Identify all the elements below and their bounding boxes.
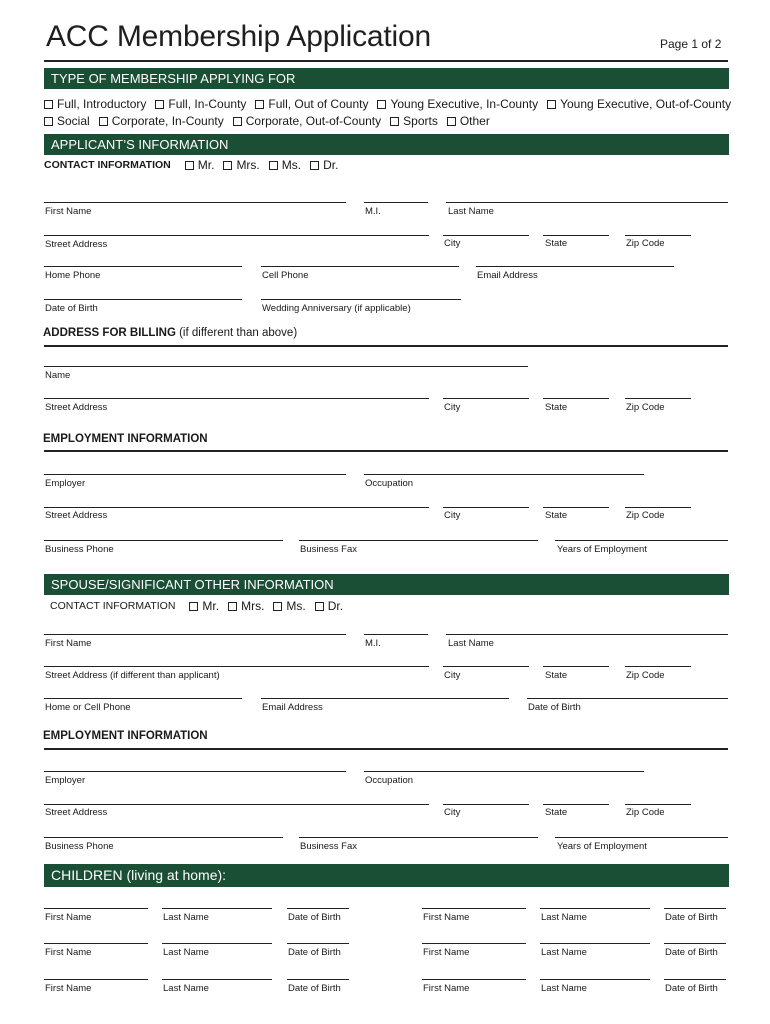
membership-option-corporate-out-of-county[interactable]: Corporate, Out-of-County (233, 114, 381, 128)
spouse-city-field[interactable] (443, 666, 529, 667)
billing-name-label: Name (45, 370, 71, 381)
child-2-first-name-field[interactable] (422, 908, 526, 909)
spouse-title-mr[interactable]: Mr. (189, 599, 219, 613)
spouse-business-phone-field[interactable] (44, 837, 283, 838)
years-employment-label: Years of Employment (557, 544, 647, 555)
spouse-business-fax-label: Business Fax (300, 841, 358, 852)
spouse-mi-label: M.I. (365, 638, 381, 649)
spouse-occupation-field[interactable] (364, 771, 644, 772)
spouse-phone-field[interactable] (44, 698, 242, 699)
child-4-last-name-field[interactable] (540, 943, 650, 944)
spouse-business-phone-label: Business Phone (45, 841, 114, 852)
billing-city-label: City (444, 402, 461, 413)
applicant-street-field[interactable] (44, 235, 429, 236)
membership-option-full-in-county[interactable]: Full, In-County (155, 97, 246, 111)
child-6-first-name-field[interactable] (422, 979, 526, 980)
spouse-phone-label: Home or Cell Phone (45, 702, 131, 713)
spouse-email-field[interactable] (261, 698, 509, 699)
checkbox-icon[interactable] (99, 117, 108, 126)
applicant-contact-row (44, 158, 347, 172)
child-2-last-name-label: Last Name (541, 912, 587, 923)
membership-options-row-1 (44, 97, 731, 111)
child-1-first-name-label: First Name (45, 912, 92, 923)
billing-state-field[interactable] (543, 398, 609, 399)
child-1-last-name-label: Last Name (163, 912, 209, 923)
spouse-title-ms[interactable]: Ms. (273, 599, 305, 613)
page-title: ACC Membership Application (46, 20, 431, 53)
applicant-home-phone-field[interactable] (44, 266, 242, 267)
spouse-employer-label: Employer (45, 775, 86, 786)
spouse-dob-field[interactable] (527, 698, 728, 699)
spouse-state-field[interactable] (543, 666, 609, 667)
employment-city-label: City (444, 510, 461, 521)
applicant-first-name-field[interactable] (44, 202, 346, 203)
checkbox-icon[interactable] (390, 117, 399, 126)
applicant-street-label: Street Address (45, 239, 108, 250)
child-2-first-name-label: First Name (423, 912, 470, 923)
child-5-first-name-label: First Name (45, 983, 92, 994)
membership-option-young-exec-in-county[interactable]: Young Executive, In-County (377, 97, 538, 111)
employment-divider (44, 450, 728, 452)
membership-option-young-exec-out-of-county[interactable]: Young Executive, Out-of-County (547, 97, 731, 111)
spouse-employment-state-field[interactable] (543, 804, 609, 805)
billing-zip-field[interactable] (625, 398, 691, 399)
spouse-first-name-field[interactable] (44, 634, 346, 635)
child-3-first-name-field[interactable] (44, 943, 148, 944)
membership-option-other[interactable]: Other (447, 114, 490, 128)
checkbox-icon[interactable] (189, 602, 198, 611)
membership-option-full-introductory[interactable]: Full, Introductory (44, 97, 146, 111)
child-2-dob-label: Date of Birth (665, 912, 718, 923)
employer-field[interactable] (44, 474, 346, 475)
child-3-last-name-label: Last Name (163, 947, 209, 958)
applicant-anniversary-label: Wedding Anniversary (if applicable) (262, 303, 411, 314)
child-1-dob-field[interactable] (287, 908, 349, 909)
spouse-employer-field[interactable] (44, 771, 346, 772)
applicant-dob-label: Date of Birth (45, 303, 98, 314)
spouse-employment-city-label: City (444, 807, 461, 818)
occupation-label: Occupation (365, 478, 414, 489)
spouse-years-employment-label: Years of Employment (557, 841, 647, 852)
child-5-dob-label: Date of Birth (288, 983, 341, 994)
billing-heading: ADDRESS FOR BILLING (if different than above) (43, 327, 298, 339)
spouse-title-dr[interactable]: Dr. (315, 599, 343, 613)
spouse-occupation-label: Occupation (365, 775, 414, 786)
billing-street-field[interactable] (44, 398, 429, 399)
membership-option-full-out-of-county[interactable]: Full, Out of County (255, 97, 368, 111)
child-3-first-name-label: First Name (45, 947, 92, 958)
billing-divider (44, 345, 728, 347)
membership-type-heading: TYPE OF MEMBERSHIP APPLYING FOR (44, 68, 729, 89)
child-4-dob-field[interactable] (664, 943, 726, 944)
employment-city-field[interactable] (443, 507, 529, 508)
business-fax-label: Business Fax (300, 544, 358, 555)
spouse-title-mrs[interactable]: Mrs. (228, 599, 264, 613)
checkbox-icon[interactable] (44, 100, 53, 109)
applicant-city-field[interactable] (443, 235, 529, 236)
child-6-first-name-label: First Name (423, 983, 470, 994)
child-5-dob-field[interactable] (287, 979, 349, 980)
checkbox-icon[interactable] (44, 117, 53, 126)
spouse-last-name-label: Last Name (448, 638, 494, 649)
billing-city-field[interactable] (443, 398, 529, 399)
checkbox-icon[interactable] (255, 100, 264, 109)
checkbox-icon[interactable] (269, 161, 278, 170)
spouse-first-name-label: First Name (45, 638, 92, 649)
applicant-title-mrs[interactable]: Mrs. (223, 158, 259, 172)
child-6-dob-field[interactable] (664, 979, 726, 980)
child-5-last-name-field[interactable] (162, 979, 272, 980)
applicant-anniversary-field[interactable] (261, 299, 461, 300)
occupation-field[interactable] (364, 474, 644, 475)
billing-name-field[interactable] (44, 366, 528, 367)
spouse-employment-street-field[interactable] (44, 804, 429, 805)
child-3-dob-label: Date of Birth (288, 947, 341, 958)
billing-zip-label: Zip Code (626, 402, 665, 413)
applicant-title-mr[interactable]: Mr. (185, 158, 215, 172)
applicant-first-name-label: First Name (45, 206, 92, 217)
applicant-title-dr[interactable]: Dr. (310, 158, 338, 172)
child-4-last-name-label: Last Name (541, 947, 587, 958)
employment-heading: EMPLOYMENT INFORMATION (43, 433, 208, 445)
child-1-first-name-field[interactable] (44, 908, 148, 909)
spouse-years-employment-field[interactable] (555, 837, 728, 838)
child-4-dob-label: Date of Birth (665, 947, 718, 958)
spouse-employment-zip-field[interactable] (625, 804, 691, 805)
spouse-street-label: Street Address (if different than applicant) (45, 670, 220, 681)
child-4-first-name-label: First Name (423, 947, 470, 958)
membership-option-corporate-in-county[interactable]: Corporate, In-County (99, 114, 224, 128)
spouse-employment-zip-label: Zip Code (626, 807, 665, 818)
spouse-heading: SPOUSE/SIGNIFICANT OTHER INFORMATION (44, 574, 729, 595)
billing-state-label: State (545, 402, 568, 413)
years-employment-field[interactable] (555, 540, 728, 541)
child-1-dob-label: Date of Birth (288, 912, 341, 923)
checkbox-icon[interactable] (315, 602, 324, 611)
spouse-dob-label: Date of Birth (528, 702, 581, 713)
applicant-city-label: City (444, 238, 461, 249)
employment-street-field[interactable] (44, 507, 429, 508)
membership-options-row-2 (44, 114, 499, 128)
applicant-dob-field[interactable] (44, 299, 242, 300)
applicant-contact-label: CONTACT INFORMATION (44, 159, 171, 171)
membership-option-social[interactable]: Social (44, 114, 90, 128)
spouse-state-label: State (545, 670, 568, 681)
spouse-zip-label: Zip Code (626, 670, 665, 681)
spouse-employment-heading: EMPLOYMENT INFORMATION (43, 730, 208, 742)
spouse-employment-divider (44, 748, 728, 750)
page-number: Page 1 of 2 (660, 37, 722, 51)
employment-street-label: Street Address (45, 510, 108, 521)
checkbox-icon[interactable] (310, 161, 319, 170)
billing-street-label: Street Address (45, 402, 108, 413)
applicant-heading: APPLICANT’S INFORMATION (44, 134, 729, 155)
applicant-state-label: State (545, 238, 568, 249)
spouse-last-name-field[interactable] (446, 634, 728, 635)
children-heading: CHILDREN (living at home): (44, 864, 729, 887)
checkbox-icon[interactable] (223, 161, 232, 170)
employment-state-field[interactable] (543, 507, 609, 508)
applicant-mi-field[interactable] (364, 202, 428, 203)
header-divider (44, 60, 728, 62)
child-6-dob-label: Date of Birth (665, 983, 718, 994)
checkbox-icon[interactable] (228, 602, 237, 611)
employment-zip-field[interactable] (625, 507, 691, 508)
spouse-mi-field[interactable] (364, 634, 428, 635)
checkbox-icon[interactable] (185, 161, 194, 170)
child-6-last-name-field[interactable] (540, 979, 650, 980)
child-4-first-name-field[interactable] (422, 943, 526, 944)
child-6-last-name-label: Last Name (541, 983, 587, 994)
checkbox-icon[interactable] (377, 100, 386, 109)
spouse-email-label: Email Address (262, 702, 323, 713)
applicant-email-field[interactable] (476, 266, 674, 267)
spouse-employment-state-label: State (545, 807, 568, 818)
spouse-street-field[interactable] (44, 666, 429, 667)
applicant-last-name-field[interactable] (446, 202, 728, 203)
child-2-dob-field[interactable] (664, 908, 726, 909)
spouse-employment-street-label: Street Address (45, 807, 108, 818)
child-5-first-name-field[interactable] (44, 979, 148, 980)
checkbox-icon[interactable] (233, 117, 242, 126)
child-1-last-name-field[interactable] (162, 908, 272, 909)
checkbox-icon[interactable] (273, 602, 282, 611)
applicant-mi-label: M.I. (365, 206, 381, 217)
checkbox-icon[interactable] (447, 117, 456, 126)
employer-label: Employer (45, 478, 86, 489)
applicant-state-field[interactable] (543, 235, 609, 236)
spouse-business-fax-field[interactable] (299, 837, 538, 838)
applicant-cell-phone-field[interactable] (261, 266, 459, 267)
checkbox-icon[interactable] (547, 100, 556, 109)
membership-option-sports[interactable]: Sports (390, 114, 438, 128)
spouse-zip-field[interactable] (625, 666, 691, 667)
applicant-cell-phone-label: Cell Phone (262, 270, 309, 281)
child-5-last-name-label: Last Name (163, 983, 209, 994)
spouse-contact-label: CONTACT INFORMATION (50, 600, 176, 612)
child-3-last-name-field[interactable] (162, 943, 272, 944)
applicant-zip-label: Zip Code (626, 238, 665, 249)
child-3-dob-field[interactable] (287, 943, 349, 944)
spouse-contact-row (50, 599, 352, 613)
employment-zip-label: Zip Code (626, 510, 665, 521)
business-fax-field[interactable] (299, 540, 538, 541)
spouse-city-label: City (444, 670, 461, 681)
applicant-last-name-label: Last Name (448, 206, 494, 217)
spouse-employment-city-field[interactable] (443, 804, 529, 805)
applicant-title-ms[interactable]: Ms. (269, 158, 301, 172)
applicant-email-label: Email Address (477, 270, 538, 281)
checkbox-icon[interactable] (155, 100, 164, 109)
applicant-home-phone-label: Home Phone (45, 270, 101, 281)
applicant-zip-field[interactable] (625, 235, 691, 236)
business-phone-field[interactable] (44, 540, 283, 541)
child-2-last-name-field[interactable] (540, 908, 650, 909)
business-phone-label: Business Phone (45, 544, 114, 555)
employment-state-label: State (545, 510, 568, 521)
